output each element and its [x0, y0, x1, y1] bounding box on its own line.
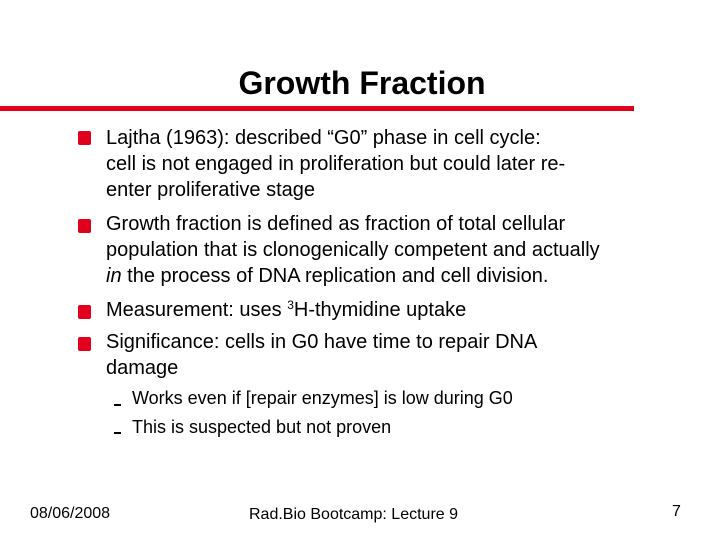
bullet-line: cell is not engaged in proliferation but could later re-	[106, 153, 566, 175]
bullet-line: Lajtha (1963): described “G0” phase in cell cycle:	[106, 127, 541, 149]
bullet-square-icon	[78, 131, 91, 145]
page-number: 7	[672, 503, 681, 520]
bullet-line	[106, 297, 666, 323]
bullet-square-icon	[78, 337, 91, 351]
bullet-line	[106, 263, 666, 289]
bullet-line: Growth fraction is defined as fraction of total cellular	[106, 213, 566, 235]
footer-date: 08/06/2008	[30, 505, 111, 522]
slide-title: Growth Fraction	[238, 65, 486, 101]
sub-bullet-text: Works even if [repair enzymes] is low during G0	[132, 388, 513, 408]
bullet-line: enter proliferative stage	[106, 179, 316, 201]
bullet-text-after: H-thymidine uptake	[293, 299, 467, 321]
bullet-line: population that is clonogenically competent and actually	[106, 239, 600, 261]
bullet-line-rest: the process of DNA replication and cell division.	[121, 265, 549, 287]
bullet-square-icon	[78, 305, 91, 319]
footer-title: Rad.Bio Bootcamp: Lecture 9	[249, 506, 459, 523]
bullet-line: damage	[106, 357, 179, 379]
bullet-line: Significance: cells in G0 have time to repair DNA	[106, 331, 538, 353]
emphasized-word: in	[106, 265, 122, 287]
dash-icon	[114, 432, 121, 434]
title-underline-rule	[0, 106, 634, 111]
bullet-square-icon	[78, 219, 91, 233]
sub-bullet-text: This is suspected but not proven	[132, 417, 392, 437]
bullet-text-before: Measurement: uses	[106, 299, 288, 321]
superscript: 3	[287, 298, 294, 312]
dash-icon	[114, 404, 121, 406]
